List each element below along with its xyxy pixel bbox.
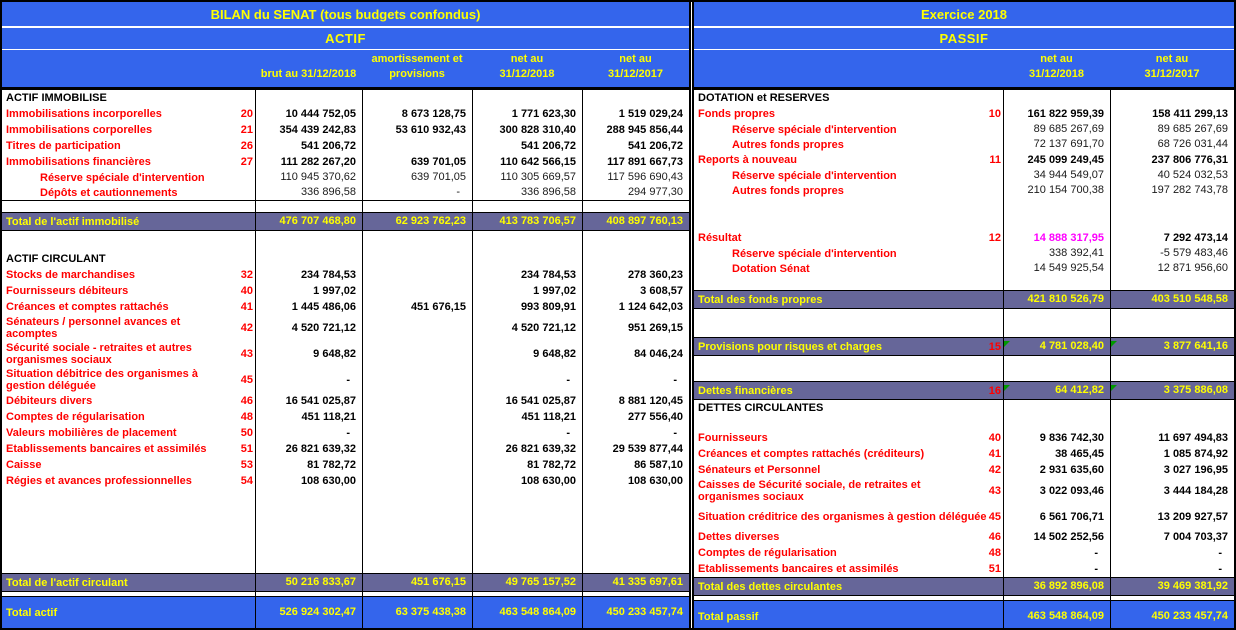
section-header-row [694, 400, 1234, 416]
amount-cell: 110 945 370,62 [280, 171, 356, 183]
amount-cell: - [346, 373, 350, 386]
amount-cell: 234 784,53 [300, 268, 356, 281]
amount-cell: 3 375 886,08 [1110, 384, 1234, 397]
amount-cell: 1 445 486,06 [291, 300, 356, 313]
row-label: Réserve spéciale d'intervention [40, 171, 205, 184]
spacer-row [2, 489, 689, 573]
line-item-row [694, 509, 1234, 525]
line-item-row [694, 183, 1234, 198]
amount-cell: 336 896,58 [300, 186, 356, 198]
amount-cell: 451 118,21 [301, 410, 356, 423]
line-item-row [2, 154, 689, 170]
amount-cell: 39 469 381,92 [1157, 580, 1228, 592]
amount-cell: 14 502 252,56 [1033, 530, 1104, 543]
spacer-row [2, 231, 689, 251]
amount-cell: 408 897 760,13 [606, 215, 683, 227]
row-label: Stocks de marchandises [6, 269, 136, 281]
line-item-row [2, 122, 689, 138]
row-label: Fournisseurs [698, 432, 768, 444]
row-label: Etablissements bancaires et assimilés [698, 563, 899, 575]
amount-cell: 210 154 700,38 [1027, 184, 1104, 196]
line-item-row [694, 122, 1234, 137]
subtotal-row [694, 381, 1234, 400]
account-code: 48 [240, 411, 253, 423]
amount-cell: 3 877 641,16 [1110, 340, 1234, 353]
account-code: 27 [240, 156, 253, 168]
row-label: Immobilisations incorporelles [6, 108, 162, 120]
section-header-row [2, 90, 689, 106]
spacer-row [694, 309, 1234, 337]
amount-cell: - [673, 373, 677, 386]
subtotal-row [2, 573, 689, 592]
amount-cell: 9 648,82 [533, 347, 576, 360]
line-item-row [2, 185, 689, 200]
amount-cell: 245 099 249,45 [1027, 153, 1104, 166]
amount-cell: 117 891 667,73 [607, 155, 683, 168]
line-item-row [2, 299, 689, 315]
amount-cell: - [673, 426, 677, 439]
section-header-row [2, 251, 689, 267]
amount-cell: 639 701,05 [410, 171, 466, 183]
amount-cell: - [456, 186, 460, 198]
amount-cell: 338 392,41 [1048, 247, 1104, 259]
row-label: Situation débitrice des organismes à gestion déléguée [6, 368, 198, 392]
row-label: Sénateurs / personnel avances et acomptes [6, 316, 181, 340]
passif-table-body [694, 90, 1234, 628]
row-label: DOTATION et RESERVES [698, 92, 830, 104]
line-item-row [694, 152, 1234, 168]
actif-column-header-row [2, 50, 689, 90]
column-grid-line [1003, 90, 1004, 628]
halves-divider [689, 2, 694, 628]
amount-cell: 277 556,40 [627, 410, 683, 423]
column-grid-line [472, 90, 473, 628]
line-item-row [694, 106, 1234, 122]
line-item-row [2, 341, 689, 367]
amount-cell: 951 269,15 [627, 321, 683, 334]
account-code: 43 [988, 485, 1001, 497]
account-code: 51 [240, 443, 253, 455]
amount-cell: 34 944 549,07 [1033, 169, 1104, 181]
row-label: Créances et comptes rattachés (créditeurs) [698, 448, 925, 460]
amount-cell: 16 541 025,87 [505, 394, 576, 407]
line-item-row [694, 137, 1234, 152]
line-item-row [2, 315, 689, 341]
account-code: 41 [988, 448, 1001, 460]
account-code: 50 [240, 427, 253, 439]
row-label: Fournisseurs débiteurs [6, 285, 129, 297]
line-item-row [2, 457, 689, 473]
row-label: Comptes de régularisation [6, 411, 145, 423]
column-header: amortissement et provisions [371, 53, 463, 80]
account-code: 42 [240, 322, 253, 334]
row-label: DETTES CIRCULANTES [698, 402, 824, 414]
row-label: Dépôts et cautionnements [40, 186, 178, 199]
amount-cell: - [566, 373, 570, 386]
amount-cell: 354 439 242,83 [279, 123, 356, 136]
amount-cell: - [346, 426, 350, 439]
amount-cell: - [1218, 546, 1222, 559]
amount-cell: 450 233 457,74 [1151, 610, 1228, 622]
column-grid-line [582, 90, 583, 628]
spacer-row [694, 416, 1234, 430]
amount-cell: 40 524 032,53 [1157, 169, 1228, 181]
amount-cell: 50 216 833,67 [285, 576, 356, 588]
line-item-row [2, 367, 689, 393]
amount-cell: 63 375 438,38 [395, 606, 466, 618]
account-code: 48 [988, 547, 1001, 559]
amount-cell: 2 931 635,60 [1039, 463, 1104, 476]
row-label: Dotation Sénat [732, 262, 810, 275]
account-code: 32 [240, 269, 253, 281]
account-code: 42 [988, 464, 1001, 476]
account-code: 11 [989, 154, 1001, 166]
account-code: 21 [240, 124, 253, 136]
column-header: brut au 31/12/2018 [260, 68, 357, 80]
amount-cell: 36 892 896,08 [1033, 580, 1104, 592]
line-item-row [2, 138, 689, 154]
row-label: Créances et comptes rattachés [6, 301, 169, 313]
line-item-row [2, 106, 689, 122]
amount-cell: 1 519 029,24 [618, 107, 683, 120]
amount-cell: 541 206,72 [300, 139, 356, 152]
amount-cell: 14 888 317,95 [1033, 231, 1104, 244]
amount-cell: 1 997,02 [313, 284, 356, 297]
amount-cell: 29 539 877,44 [612, 442, 683, 455]
amount-cell: 4 781 028,40 [1003, 340, 1110, 353]
line-item-row [2, 283, 689, 299]
row-label: Comptes de régularisation [698, 547, 837, 559]
spacer-row [694, 198, 1234, 230]
column-header: net au 31/12/2018 [499, 53, 555, 80]
spacer-row [694, 356, 1234, 381]
account-code: 45 [240, 374, 253, 386]
line-item-row [2, 441, 689, 457]
line-item-row [694, 246, 1234, 261]
amount-cell: 3 444 184,28 [1163, 484, 1228, 497]
actif-half [2, 2, 689, 628]
amount-cell: 11 697 494,83 [1158, 431, 1228, 444]
amount-cell: 4 520 721,12 [291, 321, 356, 334]
passif-half [694, 2, 1234, 628]
amount-cell: 3 027 196,95 [1163, 463, 1228, 476]
amount-cell: 1 124 642,03 [618, 300, 683, 313]
account-code: 46 [240, 395, 253, 407]
amount-cell: 89 685 267,69 [1033, 123, 1104, 135]
account-code: 10 [988, 108, 1001, 120]
line-item-row [2, 425, 689, 441]
spacer-row [2, 200, 689, 212]
amount-cell: 1 997,02 [533, 284, 576, 297]
amount-cell: - [1094, 546, 1098, 559]
amount-cell: 26 821 639,32 [505, 442, 576, 455]
row-label: Etablissements bancaires et assimilés [6, 443, 207, 455]
amount-cell: 13 209 927,57 [1157, 510, 1228, 523]
column-header: net au 31/12/2018 [1028, 53, 1085, 80]
amount-cell: 1 771 623,30 [511, 107, 576, 120]
amount-cell: 278 360,23 [627, 268, 683, 281]
row-label: Caisse [6, 459, 42, 471]
line-item-row [694, 545, 1234, 561]
line-item-row [2, 393, 689, 409]
account-code: 26 [240, 140, 253, 152]
passif-section-banner: PASSIF [694, 28, 1234, 49]
amount-cell: 639 701,05 [410, 155, 466, 168]
amount-cell: 197 282 743,78 [1151, 184, 1228, 196]
amount-cell: 81 782,72 [307, 458, 356, 471]
amount-cell: 413 783 706,57 [499, 215, 576, 227]
actif-table-body [2, 90, 689, 628]
amount-cell: 300 828 310,40 [499, 123, 576, 136]
line-item-row [694, 168, 1234, 183]
row-label: Total actif [6, 606, 58, 619]
amount-cell: 541 206,72 [520, 139, 576, 152]
account-code: 15 [988, 340, 1001, 353]
amount-cell: 161 822 959,39 [1027, 107, 1104, 120]
account-code: 54 [240, 475, 253, 487]
row-label: Immobilisations financières [6, 156, 151, 168]
amount-cell: 8 673 128,75 [401, 107, 466, 120]
line-item-row [2, 267, 689, 283]
account-code: 41 [240, 301, 253, 313]
amount-cell: 86 587,10 [634, 458, 683, 471]
amount-cell: 117 596 690,43 [607, 171, 683, 183]
row-label: ACTIF CIRCULANT [6, 253, 106, 265]
line-item-row [694, 446, 1234, 462]
amount-cell: 3 608,57 [640, 284, 683, 297]
spacer-row [694, 276, 1234, 290]
amount-cell: 62 923 762,23 [395, 215, 466, 227]
amount-cell: 158 411 299,13 [1152, 107, 1228, 120]
account-code: 43 [240, 348, 253, 360]
amount-cell: 9 836 742,30 [1039, 431, 1104, 444]
row-label: Immobilisations corporelles [6, 124, 153, 136]
amount-cell: 64 412,82 [1003, 384, 1110, 397]
amount-cell: 8 881 120,45 [618, 394, 683, 407]
account-code: 45 [988, 511, 1001, 523]
passif-column-header-row [694, 50, 1234, 90]
row-label: ACTIF IMMOBILISE [6, 92, 107, 104]
amount-cell: 16 541 025,87 [285, 394, 356, 407]
amount-cell: - [1094, 562, 1098, 575]
amount-cell: 237 806 776,31 [1151, 153, 1228, 166]
exercice-title: Exercice 2018 [694, 2, 1234, 26]
column-grid-line [1110, 90, 1111, 628]
amount-cell: 108 630,00 [627, 474, 683, 487]
amount-cell: -5 579 483,46 [1160, 247, 1228, 259]
amount-cell: 14 549 925,54 [1033, 262, 1104, 274]
amount-cell: 72 137 691,70 [1033, 138, 1104, 150]
row-label: Réserve spéciale d'intervention [732, 247, 897, 260]
amount-cell: 526 924 302,47 [279, 606, 356, 618]
amount-cell: 403 510 548,58 [1151, 293, 1228, 305]
subtotal-row [2, 212, 689, 231]
row-label: Total de l'actif immobilisé [6, 215, 140, 228]
line-item-row [694, 478, 1234, 504]
amount-cell: 7 292 473,14 [1163, 231, 1228, 244]
line-item-row [2, 170, 689, 185]
line-item-row [694, 529, 1234, 545]
account-code: 53 [240, 459, 253, 471]
section-header-row [694, 90, 1234, 106]
account-code: 40 [988, 432, 1001, 444]
amount-cell: 451 676,15 [410, 576, 466, 588]
amount-cell: - [1218, 562, 1222, 575]
line-item-row [694, 561, 1234, 577]
amount-cell: 463 548 864,09 [499, 606, 576, 618]
amount-cell: 53 610 932,43 [395, 123, 466, 136]
amount-cell: 451 118,21 [521, 410, 576, 423]
actif-section-banner: ACTIF [2, 28, 689, 49]
column-grid-line [255, 90, 256, 628]
row-label: Total passif [698, 610, 759, 623]
amount-cell: 336 896,58 [520, 186, 576, 198]
row-label: Réserve spéciale d'intervention [732, 169, 897, 182]
account-code: 51 [988, 563, 1001, 575]
line-item-row [694, 462, 1234, 478]
account-code: 40 [240, 285, 253, 297]
row-label: Reports à nouveau [698, 154, 798, 166]
row-label: Débiteurs divers [6, 395, 93, 407]
subtotal-row [694, 290, 1234, 309]
row-label: Total des fonds propres [698, 293, 823, 306]
grand-total-row [2, 596, 689, 628]
amount-cell: 7 004 703,37 [1163, 530, 1228, 543]
amount-cell: 9 648,82 [313, 347, 356, 360]
amount-cell: 10 444 752,05 [285, 107, 356, 120]
amount-cell: - [566, 426, 570, 439]
amount-cell: 38 465,45 [1055, 447, 1104, 460]
amount-cell: 993 809,91 [520, 300, 576, 313]
amount-cell: 6 561 706,71 [1039, 510, 1104, 523]
amount-cell: 110 305 669,57 [500, 171, 576, 183]
row-label: Dettes diverses [698, 531, 780, 543]
amount-cell: 84 046,24 [634, 347, 683, 360]
row-label: Autres fonds propres [732, 138, 844, 151]
amount-cell: 108 630,00 [520, 474, 576, 487]
amount-cell: 234 784,53 [520, 268, 576, 281]
column-header: net au 31/12/2017 [1144, 53, 1200, 80]
amount-cell: 450 233 457,74 [606, 606, 683, 618]
row-label: Résultat [698, 232, 742, 244]
line-item-row [2, 409, 689, 425]
row-label: Dettes financières [698, 384, 793, 397]
row-label: Total de l'actif circulant [6, 576, 128, 589]
amount-cell: 476 707 468,80 [279, 215, 356, 227]
row-label: Fonds propres [698, 108, 776, 120]
amount-cell: 110 642 566,15 [500, 155, 576, 168]
account-code: 16 [988, 384, 1001, 397]
amount-cell: 26 821 639,32 [285, 442, 356, 455]
row-label: Valeurs mobilières de placement [6, 427, 177, 439]
row-label: Sécurité sociale - retraites et autres organismes sociaux [6, 342, 192, 366]
amount-cell: 89 685 267,69 [1157, 123, 1228, 135]
line-item-row [694, 430, 1234, 446]
amount-cell: 41 335 697,61 [612, 576, 683, 588]
amount-cell: 49 765 157,52 [505, 576, 576, 588]
row-label: Total des dettes circulantes [698, 580, 843, 593]
amount-cell: 108 630,00 [300, 474, 356, 487]
subtotal-row [694, 577, 1234, 596]
account-code: 20 [240, 108, 253, 120]
line-item-row [2, 473, 689, 489]
amount-cell: 3 022 093,46 [1039, 484, 1104, 497]
amount-cell: 68 726 031,44 [1157, 138, 1228, 150]
amount-cell: 1 085 874,92 [1163, 447, 1228, 460]
amount-cell: 81 782,72 [527, 458, 576, 471]
sheet-title: BILAN du SENAT (tous budgets confondus) [2, 2, 689, 26]
amount-cell: 541 206,72 [627, 139, 683, 152]
amount-cell: 111 282 267,20 [280, 155, 356, 168]
subtotal-row [694, 337, 1234, 356]
grand-total-row [694, 600, 1234, 630]
amount-cell: 12 871 956,60 [1157, 262, 1228, 274]
row-label: Caisses de Sécurité sociale, de retraites et organismes sociaux [698, 479, 921, 503]
row-label: Régies et avances professionnelles [6, 475, 192, 487]
amount-cell: 451 676,15 [410, 300, 466, 313]
amount-cell: 4 520 721,12 [511, 321, 576, 334]
row-label: Sénateurs et Personnel [698, 464, 821, 476]
row-label: Provisions pour risques et charges [698, 340, 883, 353]
row-label: Situation créditrice des organismes à gestion déléguée [698, 511, 987, 523]
row-label: Réserve spéciale d'intervention [732, 123, 897, 136]
amount-cell: 421 810 526,79 [1027, 293, 1104, 305]
row-label: Titres de participation [6, 140, 121, 152]
amount-cell: 288 945 856,44 [606, 123, 683, 136]
line-item-row [694, 230, 1234, 246]
line-item-row [694, 261, 1234, 276]
amount-cell: 463 548 864,09 [1027, 610, 1104, 622]
column-header: net au 31/12/2017 [607, 53, 664, 80]
amount-cell: 294 977,30 [627, 186, 683, 198]
account-code: 12 [988, 232, 1001, 244]
account-code: 46 [988, 531, 1001, 543]
row-label: Autres fonds propres [732, 184, 844, 197]
column-grid-line [362, 90, 363, 628]
